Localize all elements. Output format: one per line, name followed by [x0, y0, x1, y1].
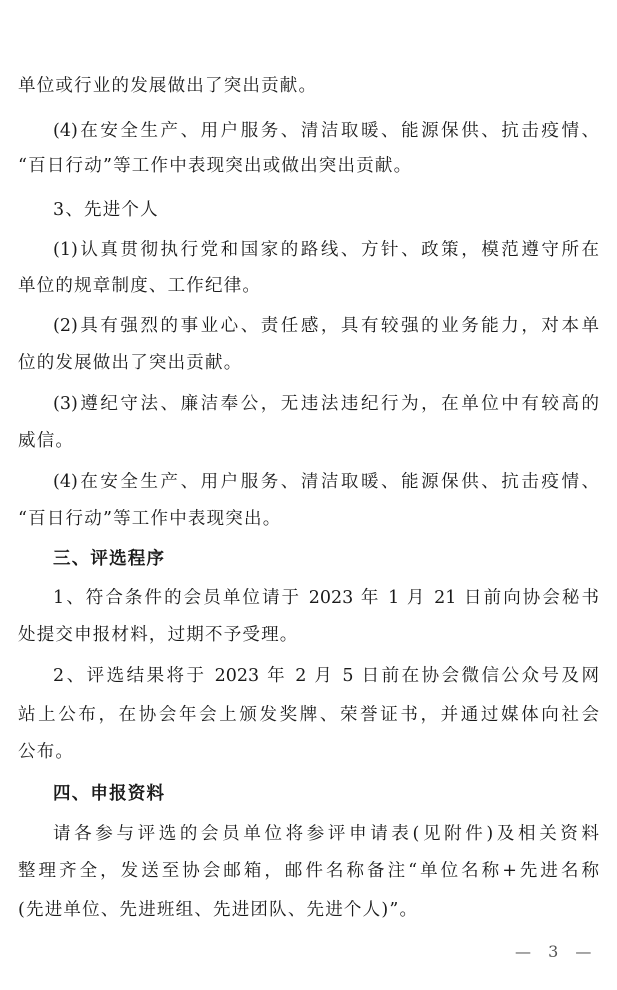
paragraph-line: 单位的规章制度、工作纪律。	[18, 276, 262, 296]
paragraph-line: (1)认真贯彻执行党和国家的路线、方针、政策，模范遵守所在	[53, 240, 599, 260]
paragraph-line: (3)遵纪守法、廉洁奉公，无违法违纪行为，在单位中有较高的	[53, 394, 599, 414]
section-subheading: 3、先进个人	[53, 200, 159, 220]
paragraph-line: (4)在安全生产、用户服务、清洁取暖、能源保供、抗击疫情、	[53, 121, 599, 141]
page-number: — 3 —	[515, 942, 598, 961]
paragraph-line: “百日行动”等工作中表现突出。	[18, 509, 282, 529]
paragraph-line: “百日行动”等工作中表现突出或做出突出贡献。	[18, 156, 413, 176]
paragraph-line: 站上公布，在协会年会上颁发奖牌、荣誉证书，并通过媒体向社会	[18, 705, 599, 725]
paragraph-line: 处提交申报材料，过期不予受理。	[18, 625, 299, 645]
paragraph-line: 请各参与评选的会员单位将参评申请表(见附件)及相关资料	[53, 824, 599, 844]
paragraph-line: 2、评选结果将于 2023 年 2 月 5 日前在协会微信公众号及网	[53, 666, 599, 686]
paragraph-line: (4)在安全生产、用户服务、清洁取暖、能源保供、抗击疫情、	[53, 472, 599, 492]
paragraph-line: 位的发展做出了突出贡献。	[18, 353, 243, 373]
paragraph-line: (先进单位、先进班组、先进团队、先进个人)”。	[18, 900, 419, 920]
section-heading: 四、申报资料	[53, 784, 166, 804]
paragraph-line: (2)具有强烈的事业心、责任感，具有较强的业务能力，对本单	[53, 316, 599, 336]
paragraph-line: 公布。	[18, 742, 75, 762]
paragraph-line: 1、符合条件的会员单位请于 2023 年 1 月 21 日前向协会秘书	[53, 588, 599, 608]
section-heading: 三、评选程序	[53, 549, 166, 569]
paragraph-line: 单位或行业的发展做出了突出贡献。	[18, 76, 318, 96]
paragraph-line: 整理齐全，发送至协会邮箱，邮件名称备注“单位名称+先进名称	[18, 861, 599, 881]
paragraph-line: 威信。	[18, 431, 75, 451]
